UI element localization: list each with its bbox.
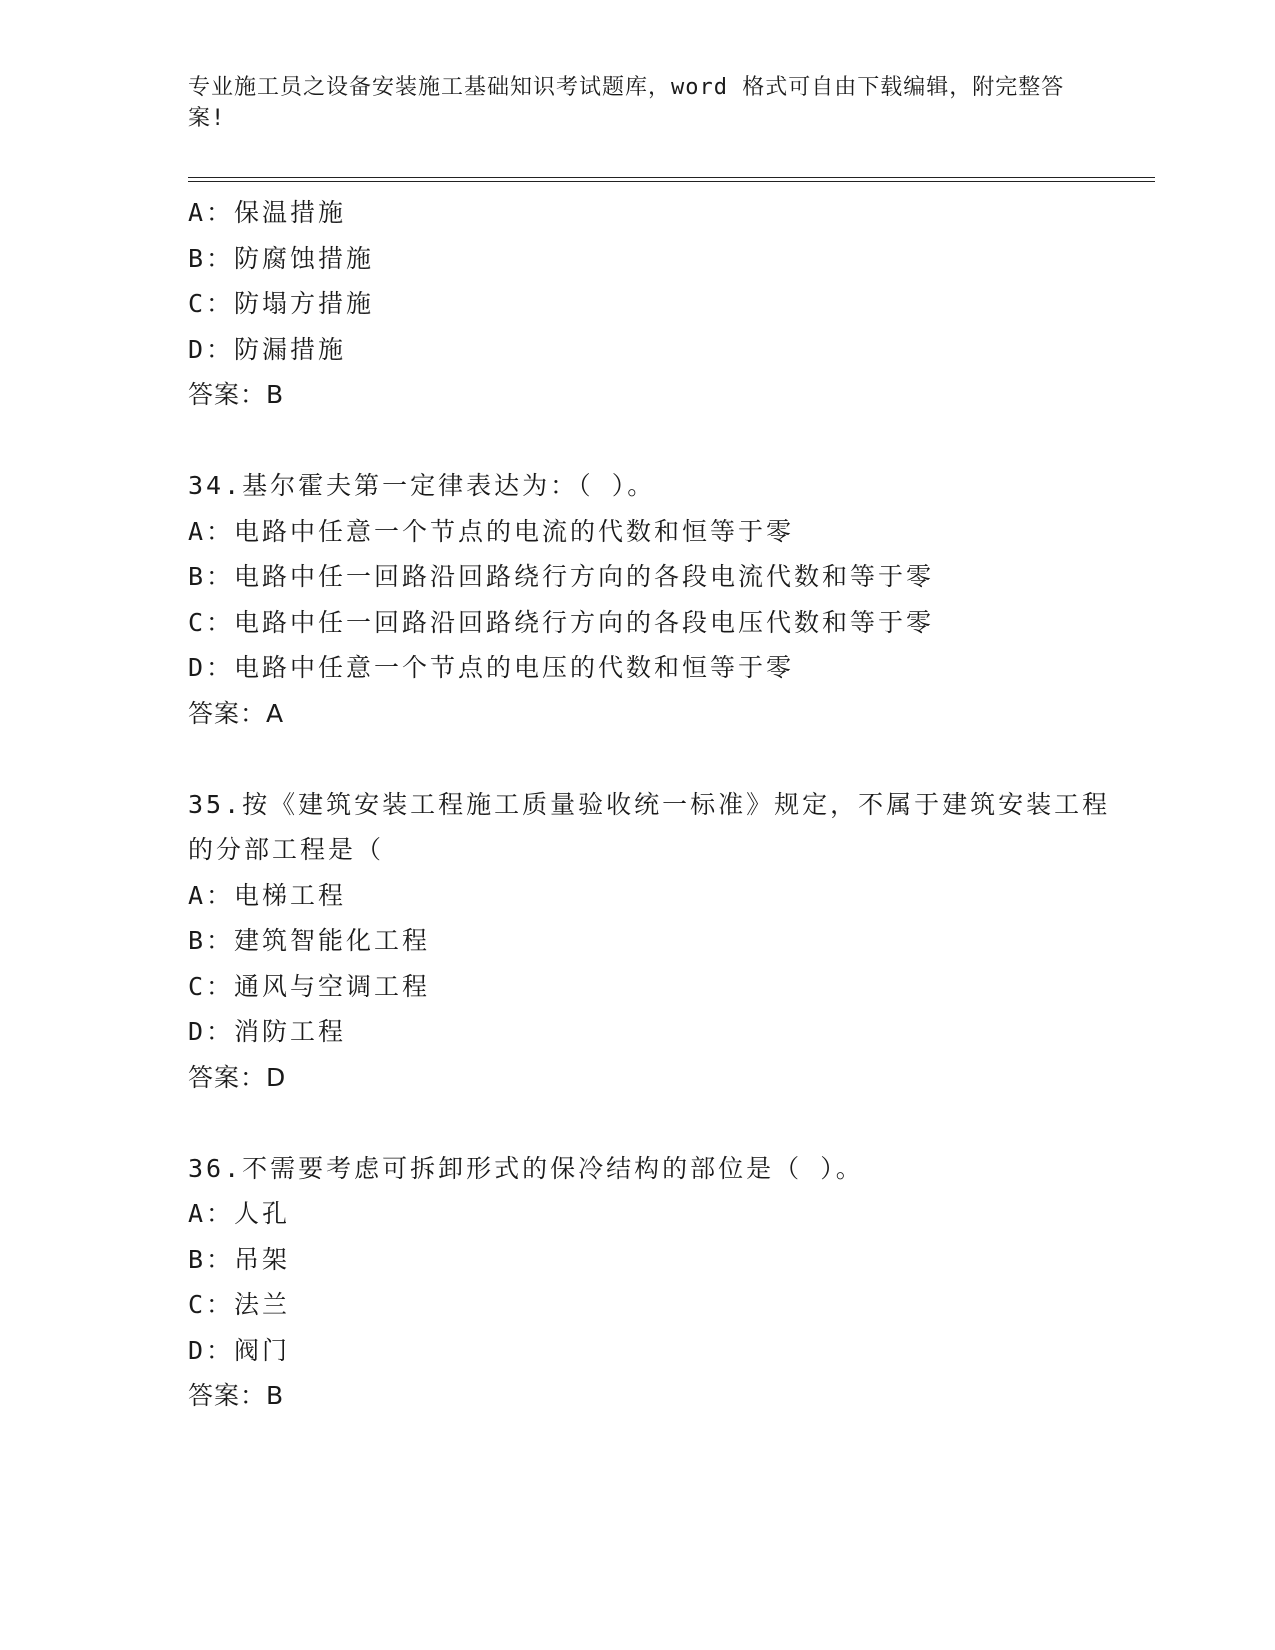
question-block-33 [188,190,1128,418]
option-b: B：防腐蚀措施 [188,243,375,273]
header-divider-top [188,177,1155,178]
option-d: D：电路中任意一个节点的电压的代数和恒等于零 [188,653,795,682]
option-a: A：保温措施 [188,198,347,227]
option-b: B：电路中任一回路沿回路绕行方向的各段电流代数和等于零 [188,562,935,591]
spacer [188,1100,1128,1146]
option-d: D：防漏措施 [188,334,347,364]
option-c: C：通风与空调工程 [188,971,431,1001]
document-title: 专业施工员之设备安装施工基础知识考试题库，word 格式可自由下载编辑，附完整答案! [188,75,1065,131]
answer-line: 答案：B [188,1381,285,1410]
question-block-36 [188,1146,1128,1419]
answer-line: 答案：B [188,380,285,409]
answer-line: 答案：D [188,1062,287,1092]
option-c: C：电路中任一回路沿回路绕行方向的各段电压代数和等于零 [188,607,935,637]
question-text: 34.基尔霍夫第一定律表达为：（ ）。 [188,471,656,500]
question-list [188,190,1128,1419]
question-block-35 [188,782,1128,1101]
option-a: A：电梯工程 [188,880,347,910]
option-c: C：防塌方措施 [188,289,375,318]
option-a: A：电路中任意一个节点的电流的代数和恒等于零 [188,516,795,546]
spacer [188,418,1128,464]
spacer [188,736,1128,782]
answer-line: 答案：A [188,698,285,728]
option-b: B：吊架 [188,1244,291,1274]
question-text: 35.按《建筑安装工程施工质量验收统一标准》规定，不属于建筑安装工程的分部工程是（ [188,789,1111,864]
question-text: 36.不需要考虑可拆卸形式的保冷结构的部位是（ ）。 [188,1153,864,1183]
option-a: A：人孔 [188,1199,291,1228]
document-header [188,72,1068,134]
option-b: B：建筑智能化工程 [188,926,431,955]
option-c: C：法兰 [188,1290,291,1319]
option-d: D：阀门 [188,1335,291,1365]
header-divider-bottom [188,181,1155,182]
question-block-34 [188,463,1128,736]
option-d: D：消防工程 [188,1017,347,1046]
